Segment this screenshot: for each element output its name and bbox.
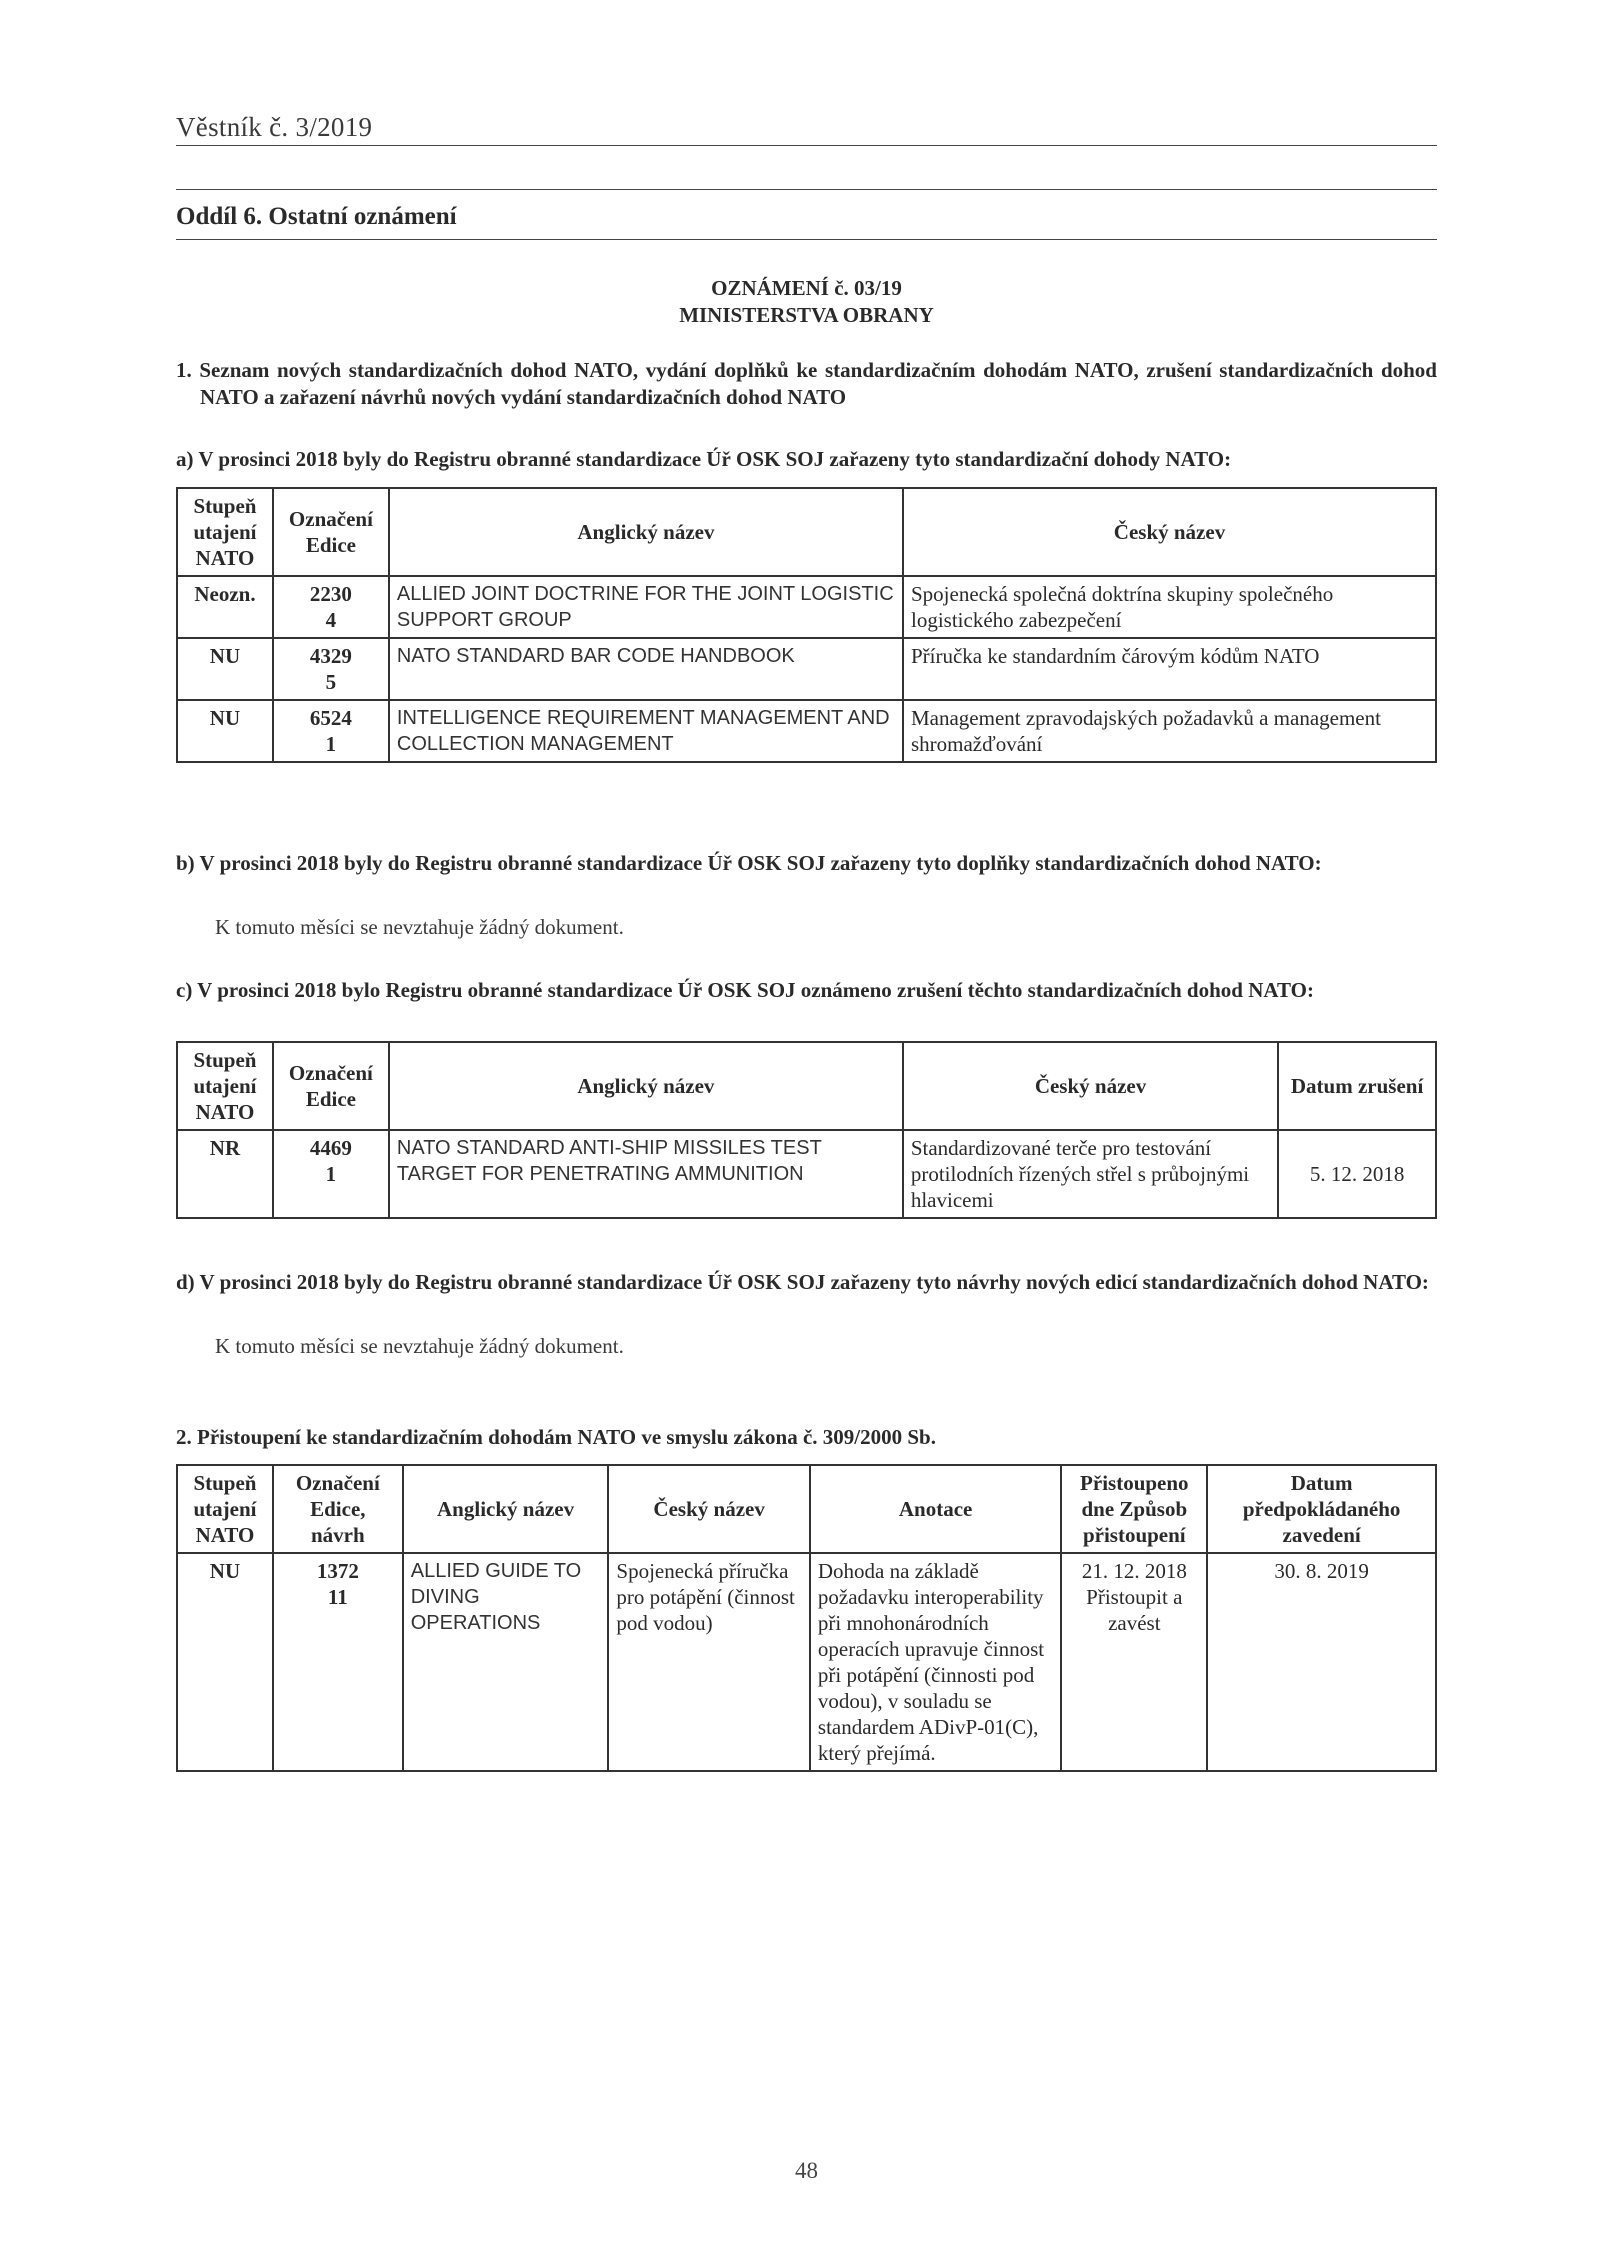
table-row <box>177 576 1436 638</box>
col-header-level: Stupeň utajení NATO <box>177 488 273 576</box>
cell-level: NU <box>177 1553 273 1771</box>
col-header-czech: Český název <box>903 1042 1278 1130</box>
part1-a-heading: a) V prosinci 2018 byly do Registru obranné standardizace Úř OSK SOJ zařazeny tyto standardizační dohody NATO: <box>176 447 1232 471</box>
part1-c-heading: c) V prosinci 2018 bylo Registru obranné standardizace Úř OSK SOJ oznámeno zrušení těchto standardizačních dohod NATO: <box>176 978 1314 1002</box>
table-row <box>177 1553 1436 1771</box>
edition-number: 4 <box>325 608 337 632</box>
col-header-date: Datum zrušení <box>1278 1042 1436 1130</box>
col-header-code: Označení Edice <box>273 1042 389 1130</box>
part1-d-heading: d) V prosinci 2018 byly do Registru obranné standardizace Úř OSK SOJ zařazeny tyto návrhy nových edicí standardizačních dohod NATO: <box>176 1270 1429 1294</box>
edition-number: 1 <box>325 732 337 756</box>
edition-number: 1 <box>325 1162 337 1186</box>
cell-czech-title: Spojenecká společná doktrína skupiny společného logistického zabezpečení <box>903 576 1436 638</box>
col-header-english: Anglický název <box>389 488 903 576</box>
cell-planned-date: 30. 8. 2019 <box>1207 1553 1436 1771</box>
cell-english-title: NATO STANDARD ANTI-SHIP MISSILES TEST TARGET FOR PENETRATING AMMUNITION <box>389 1130 903 1218</box>
cell-english-title: NATO STANDARD BAR CODE HANDBOOK <box>389 638 903 700</box>
col-header-annotation: Anotace <box>810 1465 1061 1553</box>
edition-number: 11 <box>327 1585 348 1609</box>
cell-annotation: Dohoda na základě požadavku interoperability při mnohonárodních operacích upravuje činnost při potápění (činnosti pod vodou), v souladu se standardem ADivP-01(C), který přejímá. <box>810 1553 1061 1771</box>
code-number: 1372 <box>316 1559 359 1583</box>
cell-czech-title: Příručka ke standardním čárovým kódům NATO <box>903 638 1436 700</box>
part1-b-note: K tomuto měsíci se nevztahuje žádný dokument. <box>215 915 624 939</box>
table-row <box>177 638 1436 700</box>
table-accession <box>176 1464 1437 1772</box>
table-header-row <box>177 1465 1436 1553</box>
header-rule <box>176 145 1437 146</box>
code-number: 4469 <box>309 1136 352 1160</box>
part1-d-note: K tomuto měsíci se nevztahuje žádný dokument. <box>215 1334 624 1358</box>
running-head: Věstník č. 3/2019 <box>176 112 373 142</box>
page-number: 48 <box>795 2158 818 2183</box>
col-header-english: Anglický název <box>403 1465 609 1553</box>
col-header-level: Stupeň utajení NATO <box>177 1465 273 1553</box>
accession-mode: Přistoupit a zavést <box>1086 1585 1183 1635</box>
table-header-row <box>177 1042 1436 1130</box>
table-header-row <box>177 488 1436 576</box>
part1-heading: 1. Seznam nových standardizačních dohod NATO, vydání doplňků ke standardizačním dohodám NATO, zrušení standardizačních dohod NATO a zařazení návrhů nových vydání standardizačních dohod NATO <box>176 358 1437 409</box>
cell-code <box>273 576 389 638</box>
notice-heading <box>176 275 1437 329</box>
cell-code <box>273 638 389 700</box>
col-header-code: Označení Edice, návrh <box>273 1465 403 1553</box>
cell-code <box>273 1130 389 1218</box>
accession-date: 21. 12. 2018 <box>1081 1559 1187 1583</box>
col-header-english: Anglický název <box>389 1042 903 1130</box>
cell-level: NU <box>177 638 273 700</box>
cell-czech-title: Management zpravodajských požadavků a management shromažďování <box>903 700 1436 762</box>
cell-english-title: ALLIED JOINT DOCTRINE FOR THE JOINT LOGISTIC SUPPORT GROUP <box>389 576 903 638</box>
col-header-czech: Český název <box>903 488 1436 576</box>
col-header-planned-date: Datum předpokládaného zavedení <box>1207 1465 1436 1553</box>
notice-issuer: MINISTERSTVA OBRANY <box>679 303 934 327</box>
cell-english-title: ALLIED GUIDE TO DIVING OPERATIONS <box>403 1553 609 1771</box>
section-rule-bottom <box>176 239 1437 240</box>
notice-number: OZNÁMENÍ č. 03/19 <box>711 276 902 300</box>
col-header-level: Stupeň utajení NATO <box>177 1042 273 1130</box>
cell-cancel-date: 5. 12. 2018 <box>1278 1130 1436 1218</box>
col-header-czech: Český název <box>608 1465 810 1553</box>
cell-level: Neozn. <box>177 576 273 638</box>
cell-level: NU <box>177 700 273 762</box>
code-number: 6524 <box>309 706 352 730</box>
table-row <box>177 1130 1436 1218</box>
section-title: Oddíl 6. Ostatní oznámení <box>176 203 457 230</box>
table-a <box>176 487 1437 763</box>
cell-english-title: INTELLIGENCE REQUIREMENT MANAGEMENT AND COLLECTION MANAGEMENT <box>389 700 903 762</box>
cell-code <box>273 1553 403 1771</box>
cell-code <box>273 700 389 762</box>
cell-czech-title: Spojenecká příručka pro potápění (činnost pod vodou) <box>608 1553 810 1771</box>
col-header-code: Označení Edice <box>273 488 389 576</box>
part1-b-heading: b) V prosinci 2018 byly do Registru obranné standardizace Úř OSK SOJ zařazeny tyto doplňky standardizačních dohod NATO: <box>176 851 1322 875</box>
table-row <box>177 700 1436 762</box>
section-rule-top <box>176 189 1437 190</box>
cell-czech-title: Standardizované terče pro testování protilodních řízených střel s průbojnými hlavicemi <box>903 1130 1278 1218</box>
code-number: 4329 <box>309 644 352 668</box>
table-c <box>176 1041 1437 1219</box>
cell-accession <box>1061 1553 1207 1771</box>
edition-number: 5 <box>325 670 337 694</box>
part2-heading: 2. Přistoupení ke standardizačním dohodám NATO ve smyslu zákona č. 309/2000 Sb. <box>176 1425 936 1449</box>
cell-level: NR <box>177 1130 273 1218</box>
col-header-accession: Přistoupeno dne Způsob přistoupení <box>1061 1465 1207 1553</box>
code-number: 2230 <box>309 582 352 606</box>
